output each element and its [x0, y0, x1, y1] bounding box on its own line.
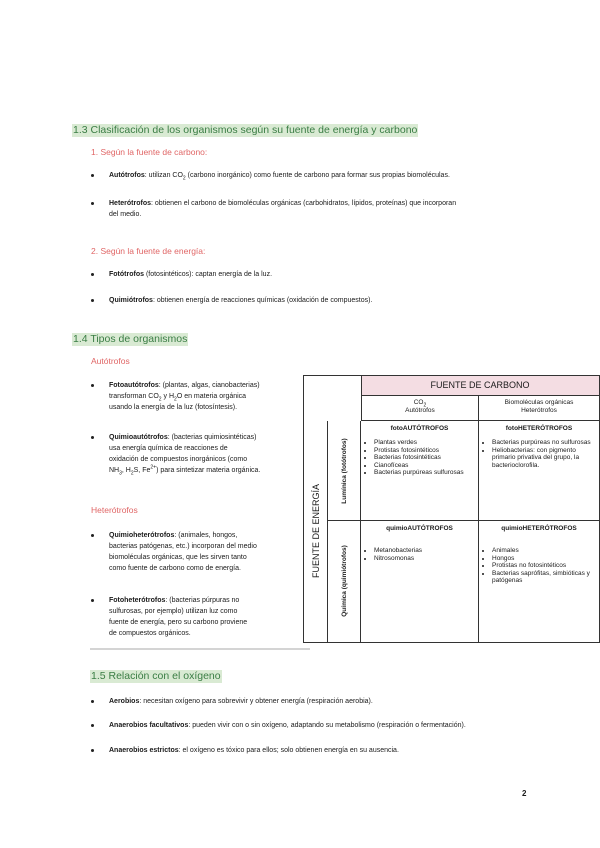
- cell-title: quimioHETERÓTROFOS: [501, 525, 577, 532]
- text: (fotosintéticos): captan energía de la luz.: [144, 271, 273, 278]
- list-item-fotoautotrofos: [91, 380, 301, 414]
- cell-quimioautotrofos: [361, 521, 479, 642]
- term: Fotótrofos: [109, 271, 144, 278]
- cell-title: fotoHETERÓTROFOS: [505, 425, 573, 432]
- energy-header: FUENTE DE ENERGÍA: [311, 484, 321, 579]
- item-list: [482, 547, 596, 585]
- bullet-icon: [91, 534, 94, 537]
- autotrofos-heading: Autótrofos: [91, 356, 130, 366]
- text: : (plantas, algas, cianobacterias): [158, 382, 260, 389]
- list-item: • Plantas verdes: [374, 439, 475, 447]
- text: de compuestos orgánicos.: [109, 630, 191, 637]
- cell-title: quimioAUTÓTROFOS: [386, 525, 453, 532]
- cell-fotoautotrofos: [361, 421, 479, 521]
- text: usa energía química de reacciones de: [109, 445, 228, 452]
- section-1-3-title: [72, 124, 418, 137]
- text: : pueden vivir con o sin oxígeno, adaptando su metabolismo (respiración o fermentación).: [188, 722, 466, 729]
- item-list: [482, 439, 596, 469]
- text: del medio.: [109, 211, 142, 218]
- text: O en materia orgánica: [176, 393, 247, 400]
- row-label-luminica: Lumínica (fotótrofos): [341, 438, 348, 504]
- term: Quimiótrofos: [109, 297, 153, 304]
- list-item-aerobios: [91, 696, 561, 707]
- list-item-fotoheterotrofos: [91, 595, 306, 641]
- bullet-icon: [91, 724, 94, 727]
- subscript: 2: [130, 470, 134, 477]
- list-item-quimioautotrofos: [91, 432, 301, 478]
- text: : obtienen energía de reacciones químicas (oxidación de compuestos).: [152, 297, 373, 304]
- list-item: • Bacterias fotosintéticas: [374, 454, 475, 462]
- bullet-icon: [91, 700, 94, 703]
- list-item-quimiotrofos: [91, 295, 551, 306]
- col-header-heterotrofos: [479, 396, 599, 421]
- list-item: • Hongos: [492, 555, 596, 563]
- bullet-icon: [91, 749, 94, 752]
- subscript: 2: [174, 396, 177, 403]
- superscript: 2+: [150, 464, 157, 471]
- text: : (bacterias púrpuras no: [165, 597, 240, 604]
- bullet-icon: [91, 174, 94, 177]
- list-item-autotrofos: [91, 170, 551, 181]
- list-item-quimioheterotrofos: [91, 530, 306, 576]
- text: usando la energía de la luz (fotosíntesis).: [109, 404, 238, 411]
- bullet-icon: [91, 436, 94, 439]
- col-header-autotrofos: [361, 396, 479, 421]
- col-header-text: Biomoléculas orgánicas: [504, 399, 574, 406]
- list-item-anaerobios-estrictos: [91, 745, 561, 756]
- text: S, Fe: [133, 467, 151, 474]
- bullet-icon: [91, 599, 94, 602]
- term: Anaerobios facultativos: [109, 722, 189, 729]
- text: biomoléculas orgánicas, que les sirven tanto: [109, 554, 247, 561]
- text: (carbono inorgánico) como fuente de carbono para formar sus propias biomoléculas.: [185, 172, 450, 179]
- text: : obtienen el carbono de biomoléculas orgánicas (carbohidratos, lípidos, proteínas) que incorporan: [151, 200, 457, 207]
- subscript: 2: [182, 175, 186, 182]
- list-item: • Bacterias purpúreas sulfurosas: [374, 469, 475, 477]
- row-label-quimica: Química (quimiótrofos): [341, 545, 348, 617]
- text: NH: [109, 467, 120, 474]
- term: Fotoautótrofos: [109, 382, 159, 389]
- carbon-source-heading: 1. Según la fuente de carbono:: [91, 147, 208, 157]
- classification-table: [303, 375, 600, 643]
- divider: [90, 648, 310, 650]
- page-number: 2: [522, 789, 527, 798]
- list-item: • Heliobacterias: con pigmento primario privativa del grupo, la bacterioclorofila.: [492, 447, 596, 470]
- heterotrofos-heading: Heterótrofos: [91, 505, 138, 515]
- bullet-icon: [91, 202, 94, 205]
- subscript: 3: [119, 470, 122, 477]
- term: Anaerobios estrictos: [109, 747, 179, 754]
- text: : necesitan oxígeno para sobrevivir y obtener energía (respiración aerobia).: [139, 698, 373, 705]
- term: Quimioheterótrofos: [109, 532, 175, 539]
- text: : (bacterias quimiosintéticas): [167, 434, 257, 441]
- section-title-text: 1.4 Tipos de organismos: [73, 333, 188, 345]
- text: : (animales, hongos,: [174, 532, 238, 539]
- text: , H: [121, 467, 131, 474]
- subscript: 2: [158, 396, 162, 403]
- bullet-icon: [91, 273, 94, 276]
- list-item: • Bacterias saprófitas, simbióticas y patógenas: [492, 570, 596, 585]
- list-item-anaerobios-facultativos: [91, 720, 571, 731]
- list-item: • Nitrosomonas: [374, 555, 475, 563]
- text: sulfurosas, por ejemplo) utilizan luz como: [109, 608, 238, 615]
- text: oxidación de compuestos inorgánicos (como: [109, 456, 248, 463]
- text: fuente de energía, pero su carbono proviene: [109, 619, 248, 626]
- bullet-icon: [91, 384, 94, 387]
- cell-fotoheterotrofos: [479, 421, 599, 521]
- term: Autótrofos: [109, 172, 145, 179]
- term: Quimioautótrofos: [109, 434, 168, 441]
- text: y H: [161, 393, 175, 400]
- item-list: [364, 439, 475, 477]
- bullet-icon: [91, 299, 94, 302]
- section-1-5-title: [90, 670, 222, 683]
- list-item: • Protistas fotosintéticos: [374, 447, 475, 455]
- text: como fuente de carbono como de energía.: [109, 565, 241, 572]
- text: transforman CO: [109, 393, 159, 400]
- list-item: • Animales: [492, 547, 596, 555]
- list-item-fototrofos: [91, 269, 551, 280]
- list-item: • Protistas no fotosintéticos: [492, 562, 596, 570]
- list-item-heterotrofos: [91, 198, 551, 222]
- section-1-4-title: [72, 333, 188, 346]
- carbon-header: FUENTE DE CARBONO: [430, 380, 530, 390]
- section-title-text: 1.3 Clasificación de los organismos según su fuente de energía y carbono: [73, 124, 418, 136]
- item-list: [364, 547, 475, 562]
- list-item: • Cianofíceas: [374, 462, 475, 470]
- text: ) para sintetizar materia orgánica.: [156, 467, 261, 474]
- col-header-text: CO: [413, 399, 424, 406]
- list-item: • Bacterias purpúreas no sulfurosas: [492, 439, 596, 447]
- subscript: 2: [423, 402, 427, 409]
- term: Fotoheterótrofos: [109, 597, 166, 604]
- col-header-text: Autótrofos: [405, 407, 435, 414]
- col-header-text: Heterótrofos: [521, 407, 557, 414]
- text: : el oxígeno es tóxico para ellos; solo obtienen energía en su ausencia.: [178, 747, 399, 754]
- term: Heterótrofos: [109, 200, 152, 207]
- section-title-text: 1.5 Relación con el oxígeno: [91, 670, 221, 682]
- text: bacterias patógenas, etc.) incorporan del medio: [109, 543, 257, 550]
- cell-quimioheterotrofos: [479, 521, 599, 642]
- cell-title: fotoAUTÓTROFOS: [390, 425, 449, 432]
- term: Aerobios: [109, 698, 140, 705]
- list-item: • Metanobacterias: [374, 547, 475, 555]
- energy-source-heading: 2. Según la fuente de energía:: [91, 246, 206, 256]
- text: : utilizan CO: [144, 172, 183, 179]
